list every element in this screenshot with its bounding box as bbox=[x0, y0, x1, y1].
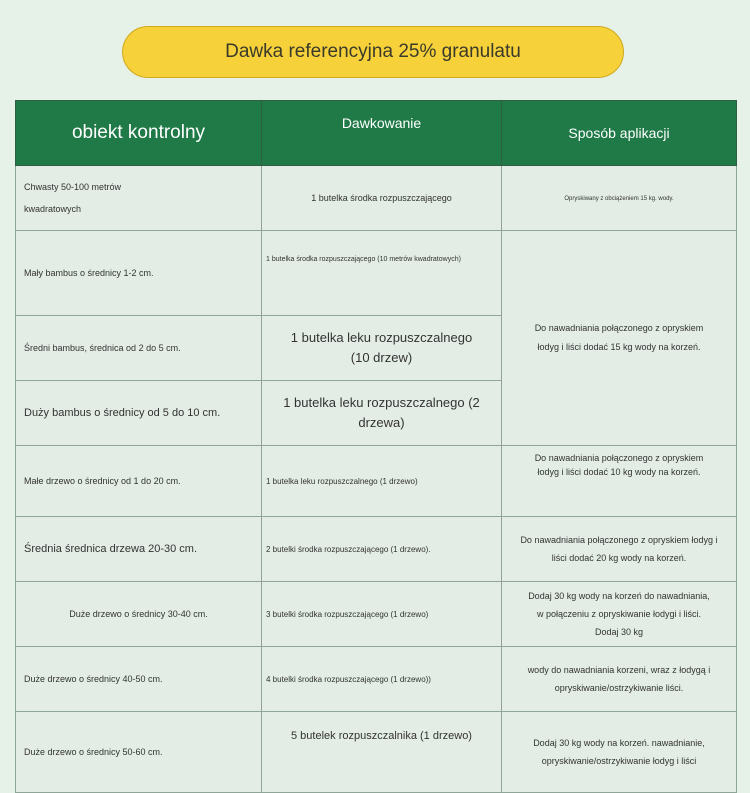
method-cell bbox=[502, 517, 737, 582]
object-text: Duże drzewo o średnicy 30-40 cm. bbox=[69, 608, 208, 619]
dosage-cell bbox=[262, 517, 502, 582]
method-text: Do nawadniania połączonego z opryskiem łodyg i liści dodać 15 kg wody na korzeń. bbox=[534, 323, 704, 352]
dosage-cell bbox=[262, 446, 502, 517]
table-row bbox=[16, 647, 737, 712]
object-text: Duży bambus o średnicy od 5 do 10 cm. bbox=[24, 406, 221, 419]
method-text: Do nawadniania połączonego z opryskiem łodyg i liści dodać 20 kg wody na korzeń. bbox=[520, 535, 718, 563]
method-text: Opryskiwany z obciążeniem 15 kg. wody. bbox=[564, 195, 674, 202]
method-cell bbox=[502, 582, 737, 647]
dosage-text: 1 butelka leku rozpuszczalnego (10 drzew) bbox=[290, 329, 473, 365]
dosage-cell bbox=[262, 231, 502, 316]
table-row bbox=[16, 166, 737, 231]
object-cell bbox=[16, 381, 262, 446]
object-cell bbox=[16, 517, 262, 582]
dosage-cell bbox=[262, 647, 502, 712]
dosage-text: 1 butelka środka rozpuszczającego bbox=[311, 192, 452, 203]
object-text: Duże drzewo o średnicy 40-50 cm. bbox=[24, 673, 163, 684]
title-text: Dawka referencyjna 25% granulatu bbox=[225, 41, 521, 62]
dosage-text: 2 butelki środka rozpuszczającego (1 drzewo). bbox=[266, 544, 431, 554]
object-text: Mały bambus o średnicy 1-2 cm. bbox=[24, 267, 154, 278]
object-text: Duże drzewo o średnicy 50-60 cm. bbox=[24, 746, 163, 757]
table-row bbox=[16, 712, 737, 793]
dosage-text: 4 butelki środka rozpuszczającego (1 drzewo)) bbox=[266, 674, 431, 684]
header-dosage: Dawkowanie bbox=[262, 101, 502, 166]
table-row bbox=[16, 517, 737, 582]
header-method: Sposób aplikacji bbox=[502, 101, 737, 166]
method-text: Dodaj 30 kg wody na korzeń. nawadnianie, opryskiwanie/ostrzykiwanie łodyg i liści bbox=[533, 738, 705, 766]
method-cell bbox=[502, 446, 737, 517]
dosage-cell bbox=[262, 712, 502, 793]
object-cell bbox=[16, 582, 262, 647]
object-cell bbox=[16, 446, 262, 517]
method-cell bbox=[502, 712, 737, 793]
object-cell bbox=[16, 647, 262, 712]
method-cell bbox=[502, 647, 737, 712]
table-row bbox=[16, 231, 737, 316]
dosage-text: 5 butelek rozpuszczalnika (1 drzewo) bbox=[291, 730, 472, 742]
table-row bbox=[16, 446, 737, 517]
table-row bbox=[16, 582, 737, 647]
object-text: Małe drzewo o średnicy od 1 do 20 cm. bbox=[24, 475, 181, 486]
object-cell bbox=[16, 231, 262, 316]
dosage-cell bbox=[262, 381, 502, 446]
dosage-cell bbox=[262, 316, 502, 381]
object-cell bbox=[16, 316, 262, 381]
method-cell-merged bbox=[502, 231, 737, 446]
object-text: Chwasty 50-100 metrów kwadratowych bbox=[24, 181, 122, 214]
dosage-table bbox=[15, 100, 737, 793]
object-text: Średni bambus, średnica od 2 do 5 cm. bbox=[24, 342, 181, 353]
dosage-text: 1 butelka leku rozpuszczalnego (2 drzewa) bbox=[283, 394, 480, 430]
method-cell bbox=[502, 166, 737, 231]
method-text: Dodaj 30 kg wody na korzeń do nawadniania, w połączeniu z opryskiwanie łodygi i liści. Dodaj 30 kg bbox=[528, 591, 710, 637]
dosage-cell bbox=[262, 582, 502, 647]
table-header-row bbox=[16, 101, 737, 166]
dosage-text: 1 butelka środka rozpuszczającego (10 metrów kwadratowych) bbox=[266, 256, 461, 263]
object-cell bbox=[16, 166, 262, 231]
object-cell bbox=[16, 712, 262, 793]
object-text: Średnia średnica drzewa 20-30 cm. bbox=[24, 542, 198, 555]
title-banner bbox=[122, 26, 624, 78]
header-object: obiekt kontrolny bbox=[16, 101, 262, 166]
method-text: wody do nawadniania korzeni, wraz z łodygą i opryskiwanie/ostrzykiwanie liści. bbox=[527, 665, 711, 693]
dosage-text: 3 butelki środka rozpuszczającego (1 drzewo) bbox=[266, 609, 429, 619]
method-text: Do nawadniania połączonego z opryskiem łodyg i liści dodać 10 kg wody na korzeń. bbox=[534, 453, 704, 477]
dosage-text: 1 butelka leku rozpuszczalnego (1 drzewo) bbox=[266, 476, 418, 486]
dosage-cell bbox=[262, 166, 502, 231]
